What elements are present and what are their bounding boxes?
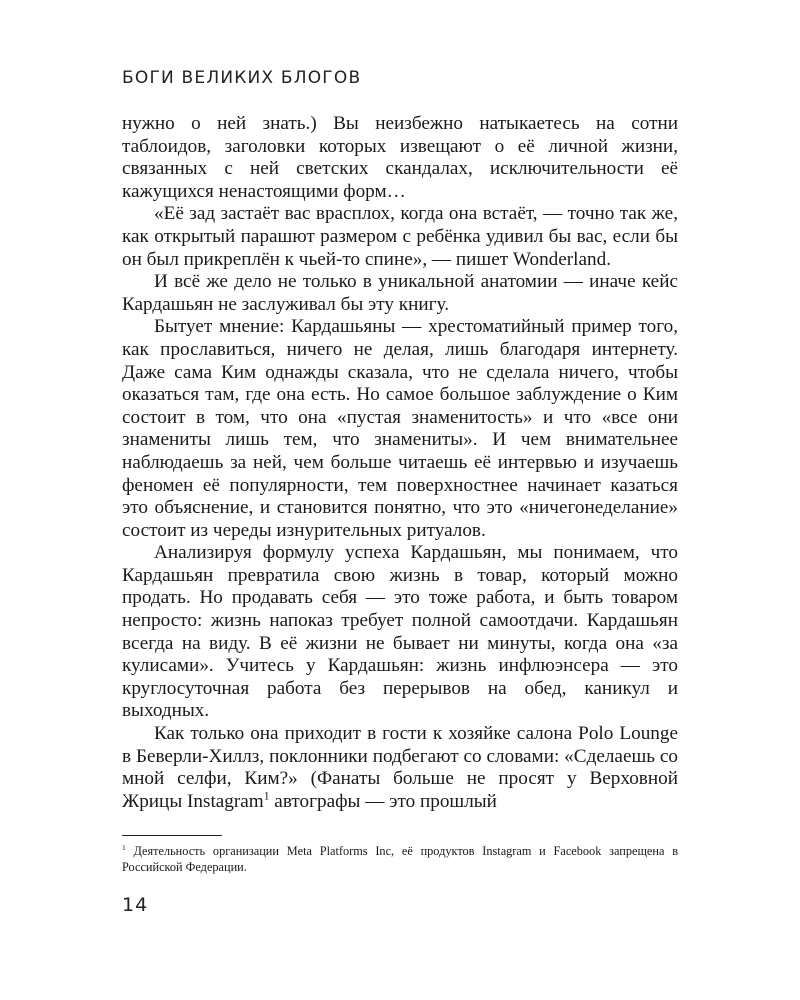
paragraph: Анализируя формулу успеха Кардашьян, мы понимаем, что Кардашьян превратила свою жизнь в товар, который можно продать. Но продавать себя — это тоже работа, и быть товаром непросто: жизнь напоказ требует полной самоотдачи. Кардашьян всегда на виду. В её жизни не бывает ни минуты, когда она «за кулисами». Учитесь у Кардашьян: жизнь инфлюэнсера — это круглосуточная работа без перерывов на обед, каникул и выходных. xyxy=(122,542,678,722)
page-number: 14 xyxy=(122,894,149,916)
footnote-reference: 1 xyxy=(263,790,270,803)
paragraph-last xyxy=(122,723,678,813)
footnote-text: Деятельность организации Meta Platforms Inc, её продуктов Instagram и Facebook запрещена в Российской Федерации. xyxy=(122,844,678,874)
paragraph: Бытует мнение: Кардашьяны — хрестоматийный пример того, как прославиться, ничего не делая, лишь благодаря интернету. Даже сама Ким однажды сказала, что не сделала ничего, чтобы оказаться там, где она есть. Но самое большое заблуждение о Ким состоит в том, что она «пустая знаменитость» и что «все они знамениты лишь тем, что знамениты». И чем внимательнее наблюдаешь за ней, чем больше читаешь её интервью и изучаешь феномен её популярности, тем поверхностнее начинает казаться это объяснение, и становится понятно, что это «ничегонеделание» состоит из череды изнурительных ритуалов. xyxy=(122,316,678,541)
paragraph-text: Как только она приходит в гости к хозяйке салона Polo Lounge в Беверли-Хиллз, поклонники подбегают со словами: «Сделаешь со мной селфи, Ким?» (Фанаты больше не просят у Верховной Жрицы Instagram xyxy=(122,723,678,812)
paragraph: «Её зад застаёт вас врасплох, когда она встаёт, — точно так же, как открытый парашют размером с ребёнка удивил бы вас, если бы он был прикреплён к чьей-то спине», — пишет Wonderland. xyxy=(122,203,678,270)
body-text xyxy=(122,113,678,813)
footnote-separator xyxy=(122,835,222,836)
footnote-mark: 1 xyxy=(122,842,126,852)
paragraph-text-continued: автографы — это прошлый xyxy=(269,790,497,812)
paragraph: нужно о ней знать.) Вы неизбежно натыкаетесь на сотни таблоидов, заголовки которых извещают о её личной жизни, связанных с ней светских скандалах, исключительности её кажущихся ненастоящими форм… xyxy=(122,113,678,202)
paragraph: И всё же дело не только в уникальной анатомии — иначе кейс Кардашьян не заслуживал бы эту книгу. xyxy=(122,271,678,315)
footnote xyxy=(122,843,678,875)
running-head: БОГИ ВЕЛИКИХ БЛОГОВ xyxy=(122,68,362,88)
